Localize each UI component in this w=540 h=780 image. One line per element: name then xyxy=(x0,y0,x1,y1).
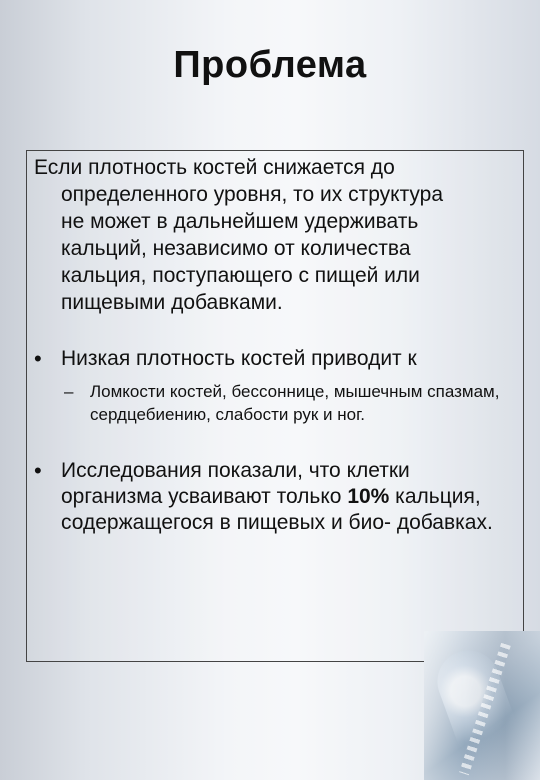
bullet-marker: • xyxy=(34,458,42,483)
bullet-research xyxy=(34,458,494,536)
intro-paragraph xyxy=(34,154,504,316)
skeleton-xray-image xyxy=(424,631,540,780)
paragraph-line-6: пищевыми добавками. xyxy=(61,291,283,314)
sub-bullet-text: Ломкости костей, бессоннице, мышечным спазмам, сердцебиению, слабости рук и ног. xyxy=(90,382,500,424)
bullet-marker: • xyxy=(34,346,42,371)
bullet-text xyxy=(34,458,494,536)
slide-title: Проблема xyxy=(173,44,367,86)
research-text-before: Исследования показали, что клетки организма усваивают только xyxy=(61,459,410,508)
sub-bullet-symptoms xyxy=(64,380,514,426)
paragraph-line-1: Если плотность костей снижается до xyxy=(34,156,395,179)
paragraph-line-3: не может в дальнейшем удерживать xyxy=(61,210,419,233)
paragraph-line-5: кальция, поступающего с пищей или xyxy=(61,264,420,287)
research-percentage: 10% xyxy=(347,485,390,508)
sub-bullet-marker: – xyxy=(64,382,74,401)
paragraph-line-2: определенного уровня, то их структура xyxy=(61,183,444,206)
research-text-after: кальция, содержащегося в пищевых и био- добавках. xyxy=(61,485,493,534)
bullet-low-bone-density xyxy=(34,346,494,372)
image-highlight xyxy=(424,631,540,780)
bullet-text: Низкая плотность костей приводит к xyxy=(61,347,417,370)
paragraph-line-4: кальций, независимо от количества xyxy=(61,237,411,260)
